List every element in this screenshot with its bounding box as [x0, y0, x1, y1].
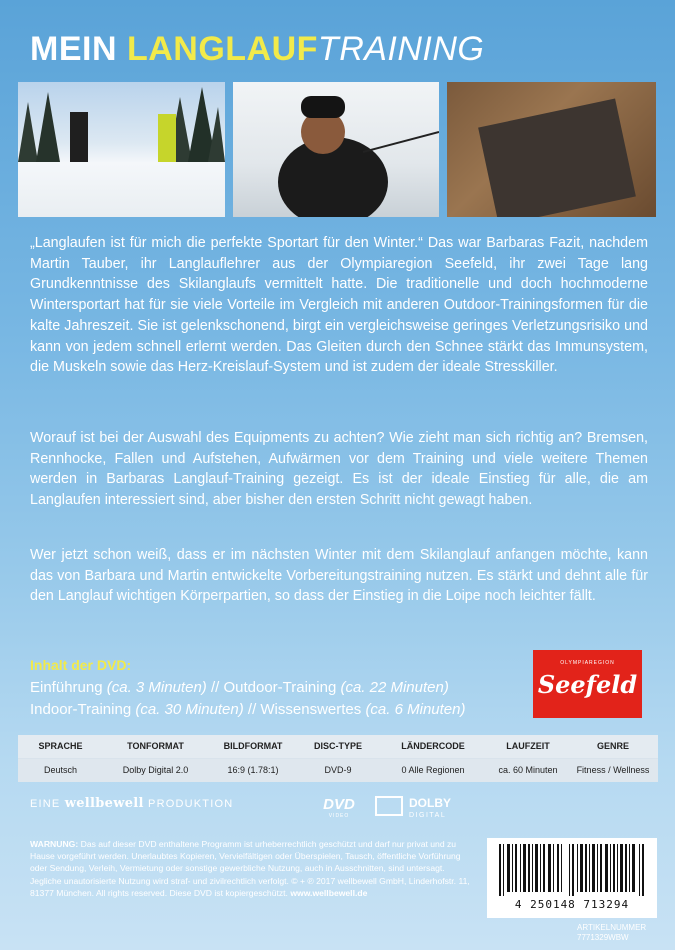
value-sprache: Deutsch — [43, 765, 78, 775]
article-number-label: ARTIKELNUMMER — [577, 923, 647, 932]
chapter-wissenswertes-duration: (ca. 6 Minuten) — [365, 701, 466, 718]
barcode-number: 4 250148 713294 — [514, 898, 630, 911]
specs-header-row — [18, 735, 658, 758]
dvd-contents-line-2 — [30, 701, 465, 718]
photo-indoor-training — [447, 82, 656, 217]
chapter-indoor-duration: (ca. 30 Minuten) — [135, 701, 244, 718]
production-pre: EINE — [30, 798, 65, 810]
value-laufzeit: ca. 60 Minuten — [498, 765, 558, 775]
dvd-logo-subtext: VIDEO — [328, 813, 350, 819]
dolby-digital-logo — [375, 796, 460, 824]
forest-graphic — [18, 82, 225, 162]
header-laendercode: LÄNDERCODE — [401, 741, 465, 751]
article-number-value: 7771329WBW — [577, 933, 629, 942]
chapter-wissenswertes: // Wissenswertes — [243, 701, 366, 718]
value-laendercode: 0 Alle Regionen — [401, 765, 465, 775]
warning-text: Das auf dieser DVD enthaltene Programm ist urheberrechtlich geschützt und darf nur privat und zu Hause vorgeführt werden. Unerlaubtes Kopieren, Vervielfältigen oder Überspielen, Tausch, öffentliche Vorführung oder Sendung, Verleih, Vermietung oder sonstige gewerbliche Nutzung, auch in Ausschnitten, sind untersagt. Jegliche unautorisierte Nutzung wird straf- und zivilrechtlich verfolgt. © + ℗ 2017 wellbewell GmbH, Linderhofstr. 11, 81377 München. All rights reserved. Diese DVD ist kopiergeschützt. — [30, 839, 470, 898]
chapter-einfuehrung-duration: (ca. 3 Minuten) — [106, 679, 207, 696]
website-link[interactable]: www.wellbewell.de — [290, 887, 368, 898]
photo-skier-closeup — [233, 82, 439, 217]
article-number — [577, 923, 646, 943]
dvd-video-logo — [318, 796, 360, 824]
production-credit — [30, 796, 233, 811]
header-sprache: SPRACHE — [38, 741, 83, 751]
dolby-logo-text: DOLBY — [409, 796, 451, 810]
barcode-bars-icon — [499, 844, 645, 896]
title-part-langlauf: LANGLAUF — [126, 30, 318, 68]
description-paragraph-1: „Langlaufen ist für mich die perfekte Sportart für den Winter.“ Das war Barbaras Fazit, nachdem Martin Tauber, ihr Langlauflehrer aus der Olympiaregion Seefeld, ihr zwei Tage lang Grundkenntnisse des Skilanglaufs vermittelt hatte. Die traditionelle und doch hochmoderne Wintersportart hat für sie viele Vorteile im Vergleich mit anderen Outdoor-Trainingsformen für die kalte Jahreszeit. Sie ist gelenkschonend, birgt ein vergleichsweise geringes Verletzungsrisiko und kann von jedem schnell erlernt werden. Das Gleiten durch den Schnee stärkt das Immunsystem, die Muskeln sowie das Herz-Kreislauf-System und ist zudem der ideale Stresskiller. — [30, 235, 648, 376]
value-bildformat: 16:9 (1.78:1) — [227, 765, 279, 775]
header-disc-type: DISC-TYPE — [313, 741, 362, 751]
cover-title — [30, 30, 484, 70]
chapter-einfuehrung: Einführung — [30, 679, 107, 696]
dvd-logo-text: DVD — [323, 796, 355, 813]
description-paragraph-3: Wer jetzt schon weiß, dass er im nächsten Winter mit dem Skilanglauf anfangen möchte, kann das von Barbara und Martin entwickelte Vorbereitungstraining nutzen. Es stärkt und dehnt alle für den Langlauf wichtigen Körperpartien, so dass der Einstieg in die Loipe noch leichter fällt. — [30, 547, 648, 605]
title-part-mein: MEIN — [30, 30, 127, 68]
photo-outdoor-skiers — [18, 82, 225, 217]
specs-value-row — [18, 759, 658, 782]
seefeld-logo — [533, 650, 642, 718]
copyright-warning — [30, 838, 475, 899]
seefeld-logo-word: Seefeld — [537, 670, 638, 699]
skier-graphic — [233, 82, 439, 217]
value-disc-type: DVD-9 — [324, 765, 352, 775]
header-bildformat: BILDFORMAT — [223, 741, 283, 751]
header-laufzeit: LAUFZEIT — [506, 741, 550, 751]
title-part-training: TRAINING — [317, 30, 485, 68]
barcode — [487, 838, 657, 918]
specs-table — [18, 735, 658, 782]
dolby-double-d-icon — [375, 796, 403, 816]
chapter-outdoor-duration: (ca. 22 Minuten) — [340, 679, 449, 696]
chapter-indoor: Indoor-Training — [30, 701, 136, 718]
value-genre: Fitness / Wellness — [576, 765, 650, 775]
warning-label: WARNUNG: — [30, 839, 79, 849]
photo-strip — [18, 82, 656, 217]
production-post: PRODUKTION — [143, 798, 234, 810]
dolby-logo-subtext: DIGITAL — [409, 812, 447, 819]
seefeld-logo-subtitle: OLYMPIAREGION — [560, 660, 615, 666]
exercise-mat — [478, 99, 636, 217]
production-brand: wellbewell — [64, 796, 144, 811]
dvd-contents-heading: Inhalt der DVD: — [30, 657, 132, 673]
header-tonformat: TONFORMAT — [127, 741, 184, 751]
header-genre: GENRE — [596, 741, 629, 751]
chapter-outdoor: // Outdoor-Training — [206, 679, 341, 696]
dvd-contents-line-1 — [30, 679, 449, 696]
value-tonformat: Dolby Digital 2.0 — [122, 765, 189, 775]
description-paragraph-2: Worauf ist bei der Auswahl des Equipments zu achten? Wie zieht man sich richtig an? Bremsen, Rennhocke, Fallen und Aufstehen, Aufwärmen vor dem Training und viele weitere Themen werden in Barbaras Langlauf-Training gezeigt. Es ist der ideale Einstieg für alle, die am Langlaufen interessiert sind, aber bisher den ersten Schritt nicht gewagt haben. — [30, 430, 648, 509]
